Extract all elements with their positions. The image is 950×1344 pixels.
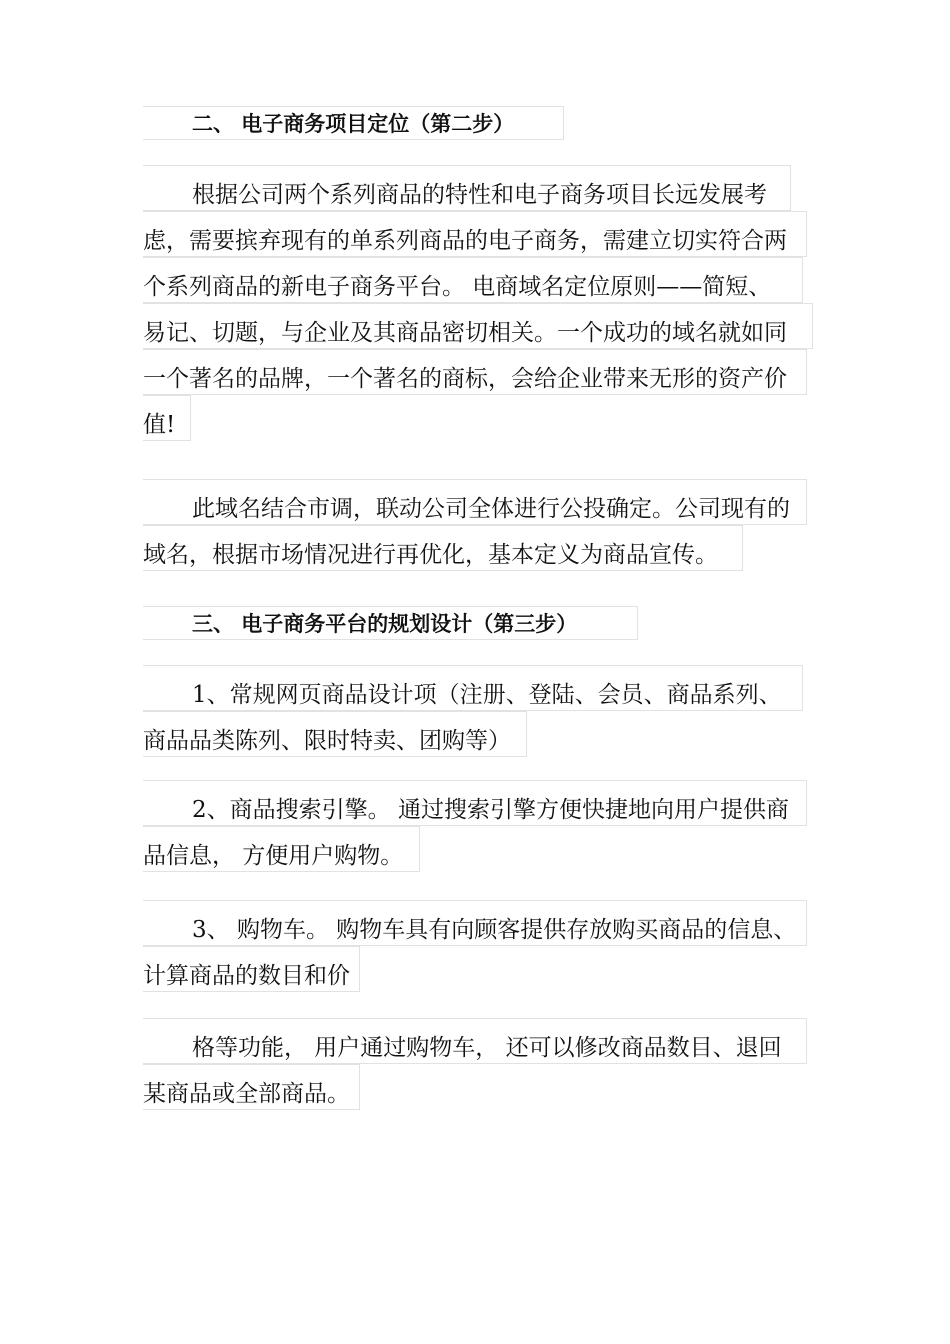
paragraph-line: 1、常规网页商品设计项（注册、登陆、会员、商品系列、 (143, 665, 803, 711)
paragraph-line: 某商品或全部商品。 (143, 1064, 360, 1110)
section-heading-3: 三、 电子商务平台的规划设计（第三步） (143, 606, 638, 640)
paragraph-line: 一个著名的品牌，一个著名的商标，会给企业带来无形的资产价 (143, 349, 807, 395)
paragraph-item-1 (143, 665, 813, 757)
paragraph-line: 值! (143, 395, 191, 441)
paragraph-item-3-continued (143, 1018, 813, 1110)
paragraph-item-3 (143, 900, 813, 992)
paragraph-line: 格等功能， 用户通过购物车， 还可以修改商品数目、退回 (143, 1018, 807, 1064)
paragraph-line: 品信息， 方便用户购物。 (143, 826, 420, 872)
paragraph-line: 3、 购物车。 购物车具有向顾客提供存放购买商品的信息、 (143, 900, 807, 946)
paragraph-positioning (143, 165, 813, 441)
paragraph-line: 根据公司两个系列商品的特性和电子商务项目长远发展考 (143, 165, 791, 211)
paragraph-line: 虑，需要摈弃现有的单系列商品的电子商务，需建立切实符合两 (143, 211, 807, 257)
section-heading-2: 二、 电子商务项目定位（第二步） (143, 106, 564, 140)
paragraph-line: 此域名结合市调，联动公司全体进行公投确定。公司现有的 (143, 479, 807, 525)
paragraph-line: 2、商品搜索引擎。 通过搜索引擎方便快捷地向用户提供商 (143, 780, 807, 826)
paragraph-domain (143, 479, 813, 571)
paragraph-line: 商品品类陈列、限时特卖、团购等） (143, 711, 527, 757)
paragraph-line: 计算商品的数目和价 (143, 946, 360, 992)
paragraph-line: 个系列商品的新电子商务平台。 电商域名定位原则——简短、 (143, 257, 803, 303)
paragraph-line: 域名，根据市场情况进行再优化，基本定义为商品宣传。 (143, 525, 743, 571)
paragraph-line: 易记、切题，与企业及其商品密切相关。一个成功的域名就如同 (143, 303, 813, 349)
paragraph-item-2 (143, 780, 813, 872)
